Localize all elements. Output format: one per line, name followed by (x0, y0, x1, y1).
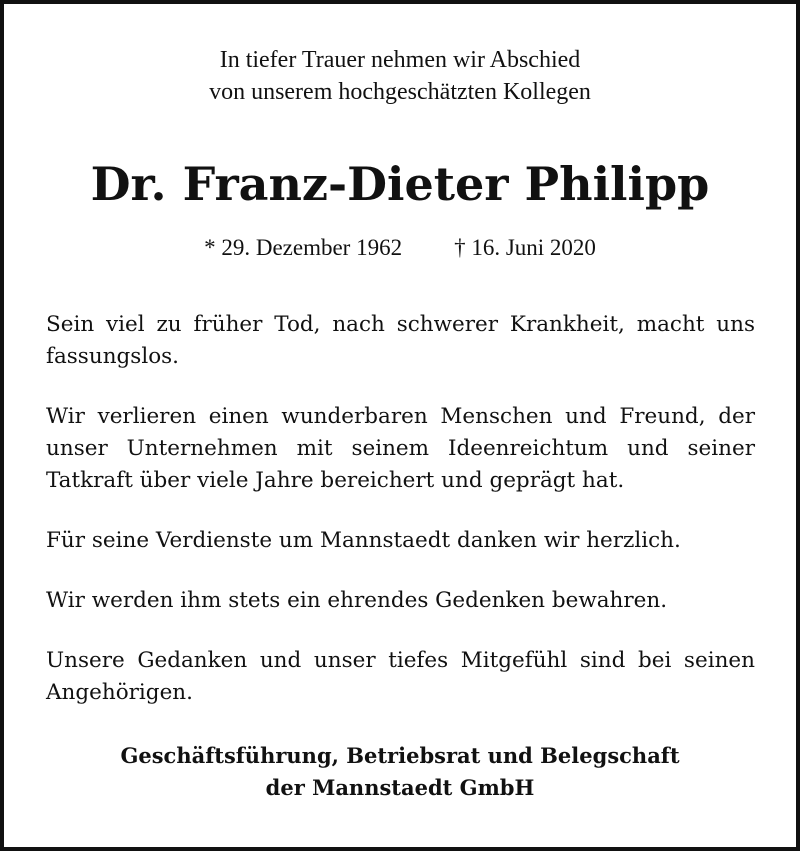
paragraph: Sein viel zu früher Tod, nach schwerer Krankheit, macht uns fassungslos. (46, 312, 755, 369)
signature-line-1: Geschäftsführung, Betriebsrat und Belegschaft (120, 743, 680, 768)
deceased-name: Dr. Franz-Dieter Philipp (90, 157, 710, 211)
death-date: † 16. Juni 2020 (454, 235, 596, 260)
paragraph: Unsere Gedanken und unser tiefes Mitgefühl sind bei seinen Angehörigen. (46, 648, 755, 705)
paragraph: Wir verlieren einen wunderbaren Menschen und Freund, der unser Unternehmen mit seinem Ideenreichtum und seiner Tatkraft über viele Jahre bereichert und geprägt hat. (46, 404, 755, 493)
paragraph: Für seine Verdienste um Mannstaedt danken wir herzlich. (46, 528, 681, 553)
birth-date: * 29. Dezember 1962 (204, 235, 403, 260)
notice-body (46, 309, 755, 737)
paragraph: Wir werden ihm stets ein ehrendes Gedenken bewahren. (46, 588, 668, 613)
signature-line-2: der Mannstaedt GmbH (265, 775, 535, 800)
intro-text (4, 44, 796, 108)
life-dates (4, 233, 796, 263)
signature (4, 740, 796, 804)
intro-line-2: von unserem hochgeschätzten Kollegen (209, 79, 591, 105)
intro-line-1: In tiefer Trauer nehmen wir Abschied (219, 47, 581, 73)
